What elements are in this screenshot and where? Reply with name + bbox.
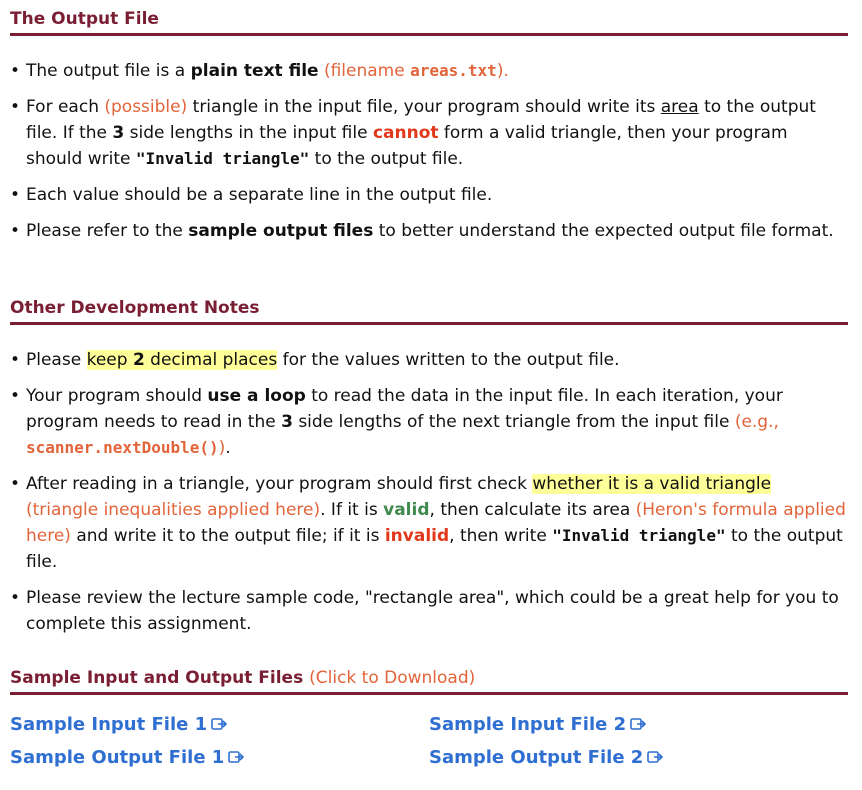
output-file-bullet-2-segment: "Invalid triangle" (135, 149, 310, 168)
dev-notes-bullet-3-segment: . If it is (320, 500, 384, 520)
external-link-icon (228, 749, 244, 770)
output-file-bullet-1-segment: plain text file (190, 61, 319, 81)
dev-notes-bullet-2-segment: side lengths of the next triangle from the input file (292, 412, 735, 432)
sample-input-file-2-link[interactable] (429, 714, 646, 737)
output-file-bullet-2-segment: cannot (372, 123, 439, 143)
dev-notes-bullet-1-segment: keep (86, 350, 133, 370)
output-file-bullet-2-segment: For each (26, 97, 105, 117)
output-file-bullet-2-segment: to the output file. (309, 149, 464, 169)
dev-notes-bullet-1-segment: for the values written to the output file. (277, 350, 620, 370)
dev-notes-bullet-2 (8, 383, 848, 461)
output-file-bullet-3-segment: Each value should be a separate line in the output file. (26, 185, 493, 205)
sample-input-file-1-link[interactable] (10, 714, 227, 737)
dev-notes-bullet-1-segment: decimal places (144, 350, 278, 370)
dev-notes-bullet-3-segment: (triangle inequalities applied here) (26, 500, 321, 520)
dev-notes-bullet-3-segment: to the output file. (26, 526, 843, 572)
output-file-bullet-2-segment: (possible) (104, 97, 188, 117)
dev-notes-bullet-3-segment: "Invalid triangle" (552, 526, 726, 545)
section-title-dev-notes (10, 297, 848, 325)
sample-output-file-1-label: Sample Output File 1 (10, 747, 225, 768)
dev-notes-bullet-3-segment: , then calculate its area (429, 500, 636, 520)
section-subtitle-click-to-download: (Click to Download) (309, 668, 476, 688)
dev-notes-bullet-1 (8, 347, 848, 373)
dev-notes-bullet-2-segment: (e.g., (734, 412, 779, 432)
output-file-bullet-2-segment: triangle in the input file, your program should write its (187, 97, 661, 117)
output-file-bullet-4-segment: Please refer to the (26, 221, 189, 241)
dev-notes-list (8, 347, 848, 647)
sample-output-file-2-link[interactable] (429, 747, 663, 770)
output-file-bullet-2-segment: form a valid triangle, then your program should write (26, 123, 788, 169)
dev-notes-bullet-3-segment: After reading in a triangle, your program should first check (26, 474, 533, 494)
dev-notes-bullet-4 (8, 585, 848, 637)
output-file-bullet-4-segment: sample output files (188, 221, 374, 241)
dev-notes-bullet-3-segment: and write it to the output file; if it is (70, 526, 385, 546)
output-file-bullet-2-segment: side lengths in the input file (124, 123, 373, 143)
dev-notes-bullet-2-segment: ) (218, 438, 226, 458)
external-link-icon (630, 716, 646, 737)
dev-notes-bullet-2-segment: . (225, 438, 231, 458)
output-file-bullet-1 (8, 58, 848, 84)
output-file-bullet-1-segment: areas.txt (410, 61, 497, 80)
section-title-dev-notes-text: Other Development Notes (10, 298, 260, 318)
dev-notes-bullet-2-segment: scanner.nextDouble() (26, 438, 219, 457)
external-link-icon (647, 749, 663, 770)
dev-notes-bullet-1-segment: Please (26, 350, 87, 370)
output-file-bullet-3 (8, 182, 848, 208)
dev-notes-bullet-3 (8, 471, 848, 575)
sample-input-file-1-label: Sample Input File 1 (10, 714, 208, 735)
sample-output-file-2-label: Sample Output File 2 (429, 747, 644, 768)
dev-notes-bullet-2-segment: 3 (281, 412, 293, 432)
dev-notes-bullet-1-segment: 2 (132, 350, 145, 370)
sample-output-file-1-link[interactable] (10, 747, 244, 770)
dev-notes-bullet-2-segment: use a loop (207, 386, 306, 406)
dev-notes-bullet-3-segment: , then write (449, 526, 553, 546)
output-file-bullet-1-segment: The output file is a (26, 61, 191, 81)
external-link-icon (211, 716, 227, 737)
output-file-bullet-4-segment: to better understand the expected output file format. (373, 221, 834, 241)
sample-input-file-2-label: Sample Input File 2 (429, 714, 627, 735)
sample-links (10, 714, 850, 774)
dev-notes-bullet-3-segment: whether it is a valid triangle (532, 474, 772, 494)
dev-notes-bullet-3-segment: (Heron's formula applied here) (26, 500, 846, 546)
output-file-bullet-2-segment: area (660, 97, 699, 117)
output-file-bullet-1-segment: ). (496, 61, 509, 81)
output-file-bullet-2-segment: 3 (112, 123, 125, 143)
dev-notes-bullet-4-segment: Please review the lecture sample code, "rectangle area", which could be a great help for you to complete this assignment. (26, 588, 839, 634)
dev-notes-bullet-3-segment: invalid (384, 526, 450, 546)
output-file-bullet-1-segment: (filename (318, 61, 411, 81)
dev-notes-bullet-3-segment: valid (383, 500, 430, 520)
dev-notes-bullet-2-segment: to read the data in the input file. In each iteration, your program needs to read in the (26, 386, 783, 432)
section-title-samples (10, 667, 848, 695)
output-file-list (8, 58, 848, 254)
dev-notes-bullet-2-segment: Your program should (26, 386, 208, 406)
output-file-bullet-2 (8, 94, 848, 172)
output-file-bullet-4 (8, 218, 848, 244)
output-file-bullet-2-segment: to the output file. If the (26, 97, 816, 143)
section-title-samples-text: Sample Input and Output Files (10, 668, 304, 688)
section-title-output-file-text: The Output File (10, 9, 159, 29)
section-title-output-file (10, 8, 848, 36)
